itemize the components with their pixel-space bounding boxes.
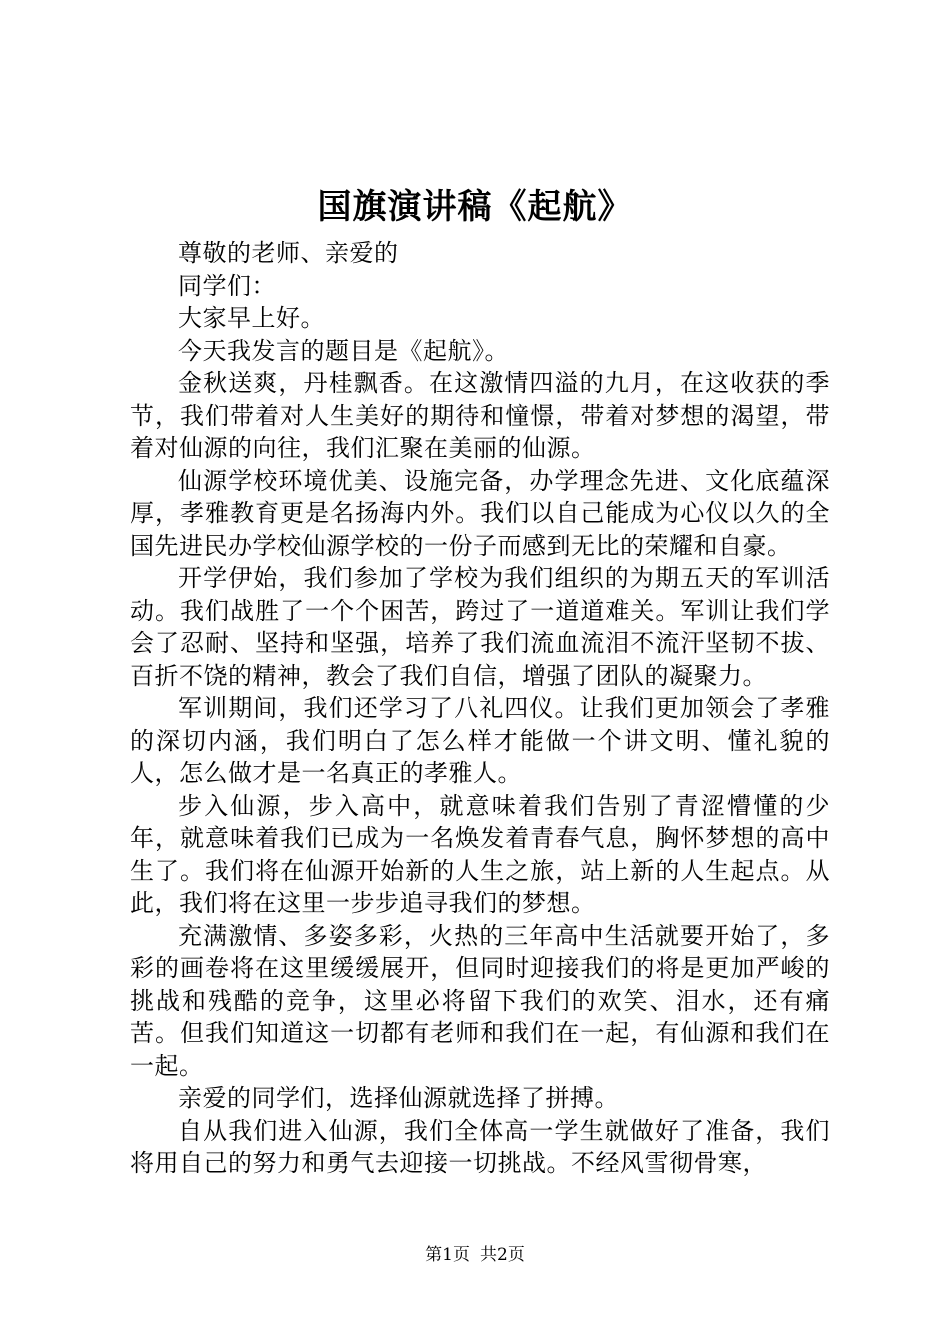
document-title: 国旗演讲稿《起航》 [317, 187, 633, 227]
paragraph: 金秋送爽，丹桂飘香。在这激情四溢的九月，在这收获的季节，我们带着对人生美好的期待和憧憬，带着对梦想的渴望，带着对仙源的向往，我们汇聚在美丽的仙源。 [130, 369, 830, 462]
paragraph: 大家早上好。 [178, 304, 325, 332]
paragraph: 仙源学校环境优美、设施完备，办学理念先进、文化底蕴深厚，孝雅教育更是名扬海内外。我们以自己能成为心仪以久的全国先进民办学校仙源学校的一份子而感到无比的荣耀和自豪。 [130, 466, 830, 560]
document-body [130, 237, 830, 1180]
paragraph: 开学伊始，我们参加了学校为我们组织的为期五天的军训活动。我们战胜了一个个困苦，跨过了一道道难关。军训让我们学会了忍耐、坚持和坚强，培养了我们流血流泪不流汗坚韧不拔、百折不饶的精神，教会了我们自信，增强了团队的凝聚力。 [130, 564, 830, 690]
paragraph: 步入仙源，步入高中，就意味着我们告别了青涩懵懂的少年，就意味着我们已成为一名焕发着青春气息，胸怀梦想的高中生了。我们将在仙源开始新的人生之旅，站上新的人生起点。从此，我们将在这里一步步追寻我们的梦想。 [130, 791, 830, 917]
paragraph: 今天我发言的题目是《起航》。 [178, 336, 509, 365]
paragraph: 亲爱的同学们，选择仙源就选择了拼搏。 [178, 1084, 619, 1112]
paragraph: 同学们： [178, 271, 276, 300]
page-footer [0, 1243, 950, 1267]
paragraph: 自从我们进入仙源，我们全体高一学生就做好了准备，我们将用自己的努力和勇气去迎接一切挑战。不经风雪彻骨寒， [130, 1116, 830, 1177]
paragraph: 尊敬的老师、亲爱的 [178, 239, 399, 267]
paragraph: 军训期间，我们还学习了八礼四仪。让我们更加领会了孝雅的深切内涵，我们明白了怎么样才能做一个讲文明、懂礼貌的人，怎么做才是一名真正的孝雅人。 [130, 694, 830, 787]
paragraph: 充满激情、多姿多彩，火热的三年高中生活就要开始了，多彩的画卷将在这里缓缓展开，但同时迎接我们的将是更加严峻的挑战和残酷的竞争，这里必将留下我们的欢笑、泪水，还有痛苦。但我们知道这一切都有老师和我们在一起，有仙源和我们在一起。 [130, 921, 830, 1080]
page-number-total: 共2页 [480, 1245, 525, 1265]
page-number-current: 第1页 [425, 1245, 470, 1265]
